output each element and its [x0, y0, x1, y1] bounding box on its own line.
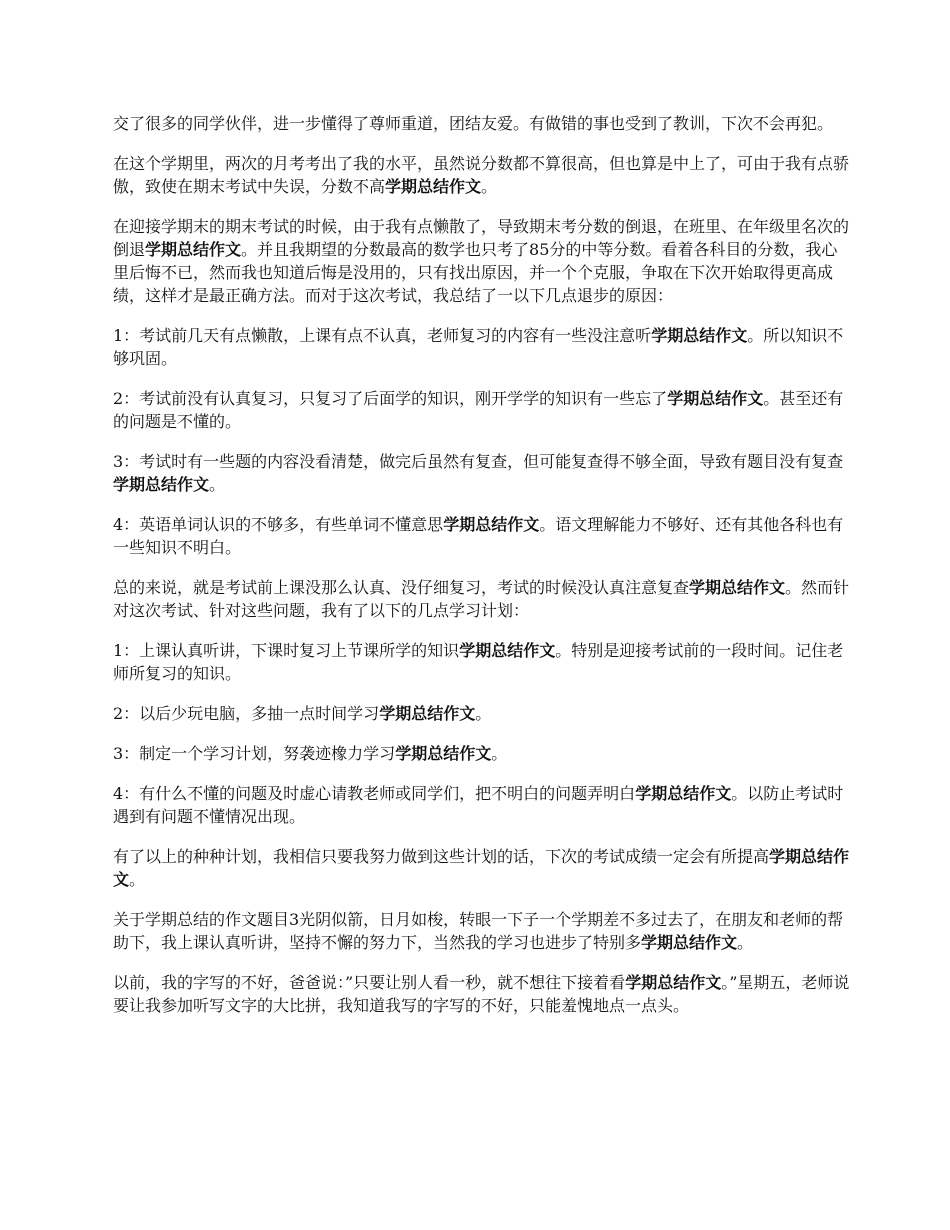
paragraph-text: 4：有什么不懂的问题及时虚心请教老师或同学们，把不明白的问题弄明白 [113, 784, 636, 803]
keyword-highlight: 学期总结作文 [625, 973, 722, 992]
paragraph-text: 。 [209, 475, 226, 494]
paragraph-text: 。所以知识不够巩固。 [113, 326, 844, 368]
paragraph-text: 交了很多的同学伙伴，进一步懂得了尊师重道，团结友爱。有做错的事也受到了教训，下次不会再犯。 [113, 114, 834, 133]
keyword-highlight: 学期总结作文 [635, 784, 732, 803]
paragraph-text: 。”星期五，老师说要让我参加听写文字的大比拼，我知道我写的字写的不好，只能羞愧地点一点头。 [113, 973, 850, 1015]
paragraph-text: 。 [491, 744, 508, 763]
keyword-highlight: 学期总结作文 [459, 641, 556, 660]
paragraph [113, 152, 853, 198]
keyword-highlight: 学期总结作文 [641, 933, 738, 952]
keyword-highlight: 学期总结作文 [443, 515, 540, 534]
keyword-highlight: 学期总结作文 [385, 177, 482, 196]
paragraph-text: 1：上课认真听讲，下课时复习上节课所学的知识 [113, 641, 460, 660]
paragraph-text: 。并且我期望的分数最高的数学也只考了85分的中等分数。看着各科目的分数，我心里后悔不已，然而我也知道后悔是没用的，只有找出原因，并一个个克服，争取在下次开始取得更高成绩，这样才是最正确方法。而对于这次考试，我总结了一以下几点退步的原因： [113, 240, 838, 305]
keyword-highlight: 学期总结作文 [379, 704, 476, 723]
paragraph [113, 845, 853, 891]
paragraph-text: 。甚至还有的问题是不懂的。 [113, 389, 844, 431]
paragraph-text: 4：英语单词认识的不够多，有些单词不懂意思 [113, 515, 444, 534]
paragraph-text: 。以防止考试时遇到有问题不懂情况出现。 [113, 784, 844, 826]
paragraph-text: 总的来说，就是考试前上课没那么认真、没仔细复习，考试的时候没认真注意复查 [113, 578, 690, 597]
document-body [113, 112, 853, 1034]
keyword-highlight: 学期总结作文 [667, 389, 764, 408]
paragraph-text: 。特别是迎接考试前的一段时间。记住老师所复习的知识。 [113, 641, 844, 683]
paragraph-text: 以前，我的字写的不好，爸爸说：”只要让别人看一秒，就不想往下接着看 [113, 973, 626, 992]
paragraph-text: 关于学期总结的作文题目3光阴似箭，日月如梭，转眼一下子一个学期差不多过去了，在朋友和老师的帮助下，我上课认真听讲，坚持不懈的努力下，当然我的学习也进步了特别多 [113, 910, 844, 952]
keyword-highlight: 学期总结作文 [113, 847, 850, 889]
keyword-highlight: 学期总结作文 [145, 240, 242, 259]
keyword-highlight: 学期总结作文 [395, 744, 492, 763]
paragraph-text: 。 [129, 870, 146, 889]
paragraph-text: 2：考试前没有认真复习，只复习了后面学的知识，刚开学学的知识有一些忘了 [113, 389, 668, 408]
paragraph [113, 702, 853, 725]
paragraph-text: 。 [737, 933, 754, 952]
paragraph [113, 387, 853, 433]
paragraph-text: 有了以上的种种计划，我相信只要我努力做到这些计划的话，下次的考试成绩一定会有所提高 [113, 847, 770, 866]
paragraph [113, 513, 853, 559]
paragraph [113, 576, 853, 622]
paragraph [113, 112, 853, 135]
paragraph-text: 3：制定一个学习计划，努袭迹橡力学习 [113, 744, 396, 763]
paragraph-text: 。语文理解能力不够好、还有其他各科也有一些知识不明白。 [113, 515, 844, 557]
paragraph-text: 3：考试时有一些题的内容没看清楚，做完后虽然有复查，但可能复查得不够全面，导致有题目没有复查 [113, 452, 844, 471]
paragraph [113, 215, 853, 307]
paragraph [113, 742, 853, 765]
paragraph [113, 971, 853, 1017]
keyword-highlight: 学期总结作文 [689, 578, 786, 597]
paragraph [113, 324, 853, 370]
keyword-highlight: 学期总结作文 [113, 475, 210, 494]
paragraph-text: 在这个学期里，两次的月考考出了我的水平，虽然说分数都不算很高，但也算是中上了，可由于我有点骄傲，致使在期末考试中失误，分数不高 [113, 154, 850, 196]
paragraph-text: 。然而针对这次考试、针对这些问题，我有了以下的几点学习计划： [113, 578, 850, 620]
paragraph-text: 1：考试前几天有点懒散，上课有点不认真，老师复习的内容有一些没注意听 [113, 326, 652, 345]
paragraph [113, 639, 853, 685]
paragraph-text: 。 [475, 704, 492, 723]
paragraph [113, 908, 853, 954]
paragraph [113, 782, 853, 828]
paragraph [113, 450, 853, 496]
paragraph-text: 2：以后少玩电脑，多抽一点时间学习 [113, 704, 380, 723]
paragraph-text: 。 [481, 177, 498, 196]
keyword-highlight: 学期总结作文 [651, 326, 748, 345]
paragraph-text: 在迎接学期末的期末考试的时候，由于我有点懒散了，导致期末考分数的倒退，在班里、在年级里名次的倒退 [113, 217, 850, 259]
